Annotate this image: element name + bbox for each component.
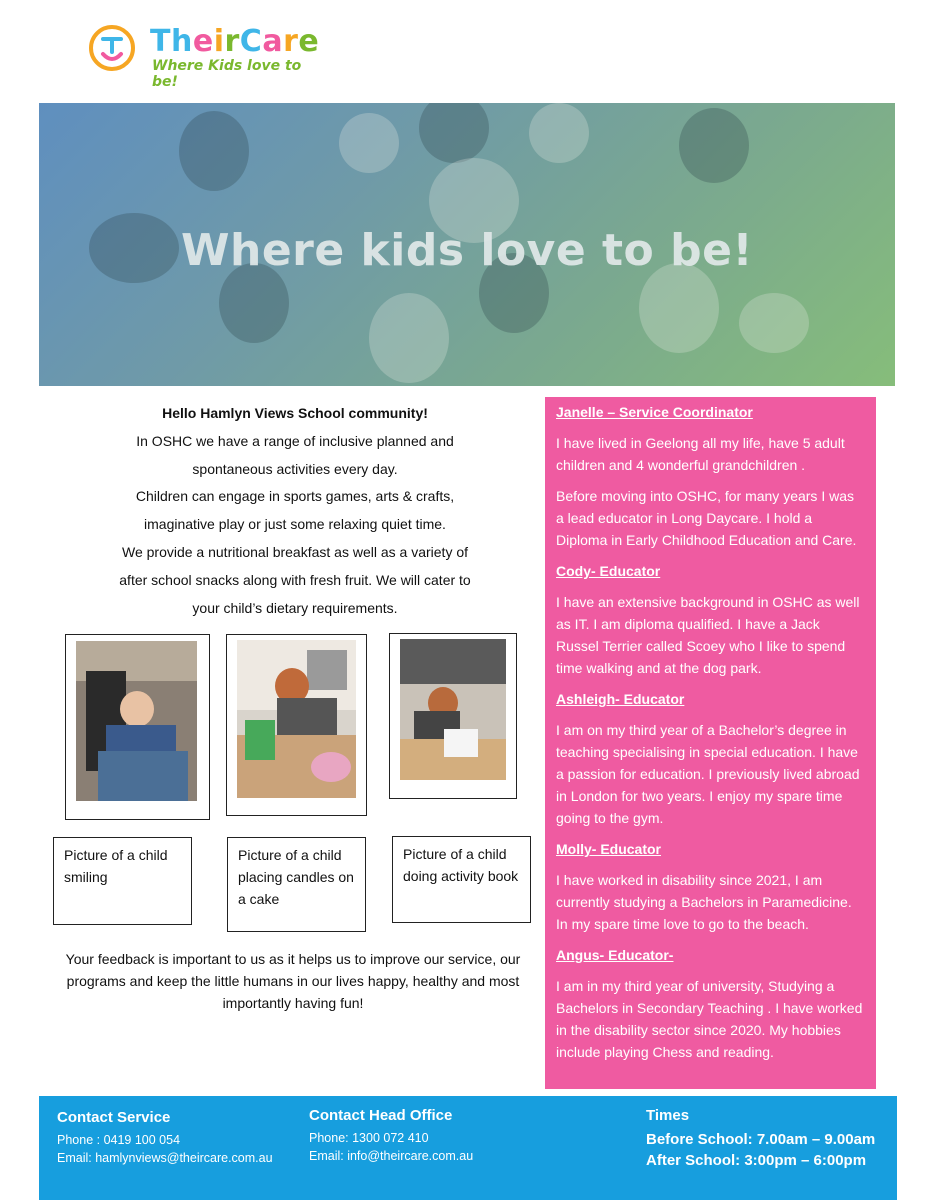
staff-paragraph: I have worked in disability since 2021, I am currently studying a Bachelors in Paramedicine. In my spare time love to go to the beach. <box>556 872 852 932</box>
feedback-text: Your feedback is important to us as it helps us to improve our service, our programs and keep the little humans in our lives happy, healthy and most importantly having fun! <box>65 951 521 1011</box>
theircare-logo-mark-icon <box>88 24 136 72</box>
intro-line: spontaneous activities every day. <box>192 460 398 477</box>
staff-paragraph: Before moving into OSHC, for many years I was a lead educator in Long Daycare. I hold a Diploma in Early Childhood Education and Care. <box>556 488 857 548</box>
intro-greeting: Hello Hamlyn Views School community! <box>162 405 428 421</box>
caption-child-activity-book: Picture of a child doing activity book <box>392 836 531 923</box>
photo-child-smiling <box>65 634 210 820</box>
intro-line: imaginative play or just some relaxing quiet time. <box>144 516 446 533</box>
before-school-times: Before School: 7.00am – 9.00am <box>646 1131 876 1148</box>
logo-letter: e <box>298 24 320 59</box>
logo-letter: r <box>224 24 240 59</box>
staff-heading: Cody- Educator <box>556 563 661 579</box>
hero-title: Where kids love to be! <box>180 225 754 276</box>
staff-heading: Janelle – Service Coordinator <box>556 404 753 420</box>
theircare-logo <box>88 22 328 90</box>
staff-heading: Ashleigh- Educator <box>556 691 685 707</box>
intro-line: We provide a nutritional breakfast as well as a variety of <box>121 543 469 560</box>
logo-letter: C <box>239 24 263 59</box>
staff-paragraph: I have lived in Geelong all my life, have 5 adult children and 4 wonderful grandchildren . <box>556 435 845 473</box>
caption-child-smiling: Picture of a child smiling <box>53 837 192 925</box>
head-office-title: Contact Head Office <box>309 1107 453 1124</box>
photo-child-candles <box>226 634 367 816</box>
staff-heading: Angus- Educator- <box>556 947 674 963</box>
times-title: Times <box>646 1107 690 1124</box>
staff-panel <box>545 397 876 1089</box>
logo-letter: h <box>170 24 193 59</box>
head-office-email: Email: info@theircare.com.au <box>309 1149 474 1163</box>
contact-service <box>57 1108 273 1167</box>
contact-service-title: Contact Service <box>57 1109 171 1126</box>
opening-times <box>646 1106 875 1171</box>
logo-letter: i <box>213 24 225 59</box>
head-office-phone: Phone: 1300 072 410 <box>309 1131 429 1145</box>
intro-line: your child’s dietary requirements. <box>192 599 398 616</box>
logo-letter: a <box>262 24 284 59</box>
intro-text <box>60 400 530 622</box>
staff-paragraph: I am on my third year of a Bachelor’s degree in teaching specialising in special education. I have a passion for education. I previously lived abroad in London for two years. I enjoy my spare time going to the gym. <box>556 722 860 826</box>
footer-contact-bar <box>39 1096 897 1200</box>
staff-paragraph: I am in my third year of university, Studying a Bachelors in Secondary Teaching . I have worked in the disability sector since 2020. My hobbies include playing Chess and reading. <box>556 978 863 1060</box>
photo-child-activity-book <box>389 633 517 799</box>
logo-name <box>150 24 319 59</box>
intro-line: In OSHC we have a range of inclusive planned and <box>136 432 454 449</box>
after-school-times: After School: 3:00pm – 6:00pm <box>646 1152 867 1169</box>
caption-child-candles: Picture of a child placing candles on a cake <box>227 837 366 932</box>
hero-banner <box>39 103 895 386</box>
logo-tagline: Where Kids love to be! <box>152 58 302 90</box>
logo-letter: e <box>192 24 214 59</box>
intro-line: after school snacks along with fresh fruit. We will cater to <box>119 571 471 588</box>
staff-heading: Molly- Educator <box>556 841 662 857</box>
intro-line: Children can engage in sports games, arts & crafts, <box>135 488 455 505</box>
logo-letter: T <box>150 24 171 59</box>
staff-paragraph: I have an extensive background in OSHC as well as IT. I am diploma qualified. I have a Jack Russel Terrier called Scoey who I like to spend time walking and at the dog park. <box>556 594 860 676</box>
contact-head-office <box>309 1106 473 1165</box>
contact-service-email: Email: hamlynviews@theircare.com.au <box>57 1151 273 1165</box>
contact-service-phone: Phone : 0419 100 054 <box>57 1133 181 1147</box>
logo-letter: r <box>283 24 299 59</box>
